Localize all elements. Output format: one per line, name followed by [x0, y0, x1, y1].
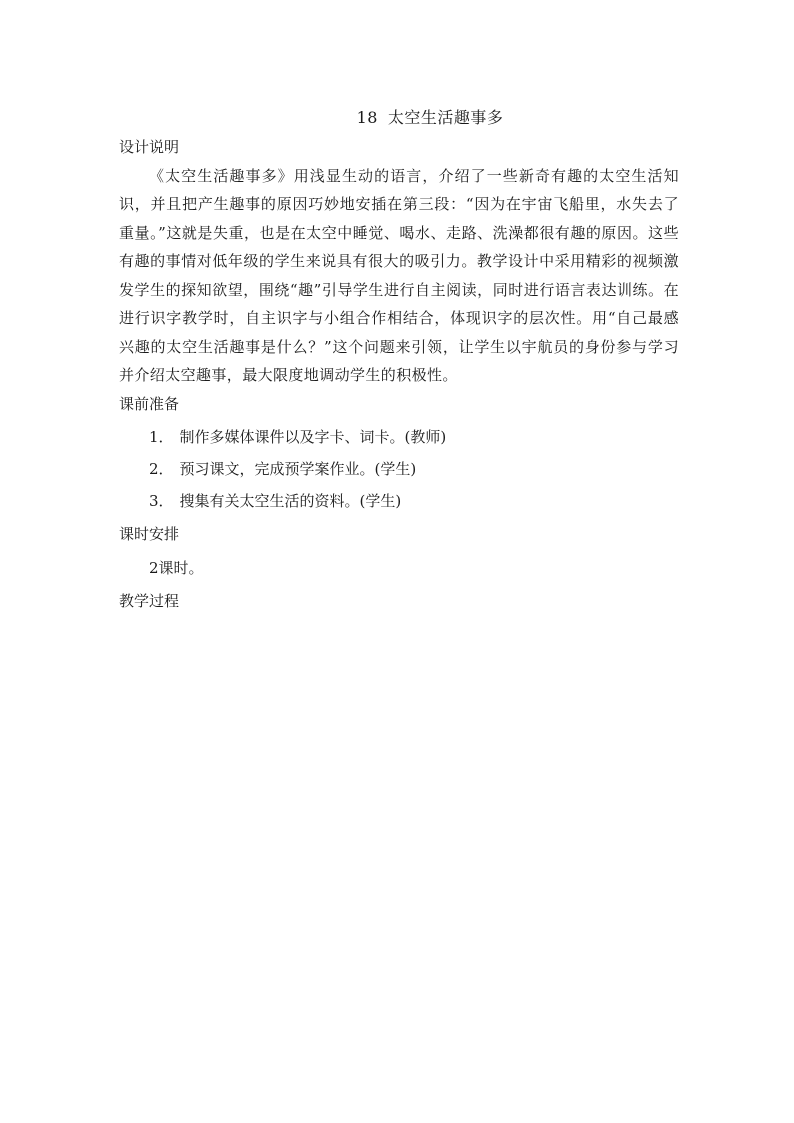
heading-teaching-process: 教学过程	[119, 591, 180, 610]
list-item-index: 1．	[149, 428, 174, 446]
list-item-text: 制作多媒体课件以及字卡、词卡。(教师)	[179, 428, 447, 446]
list-item	[119, 421, 679, 453]
heading-preparation: 课前准备	[119, 394, 180, 413]
title-number: 18	[356, 108, 378, 127]
list-item-index: 2．	[149, 460, 174, 478]
document-content	[119, 104, 679, 615]
preparation-list	[119, 421, 679, 517]
list-item-index: 3．	[149, 492, 174, 510]
heading-schedule: 课时安排	[119, 525, 180, 543]
list-item-text: 搜集有关太空生活的资料。(学生)	[179, 492, 402, 510]
list-item	[119, 453, 679, 485]
page-title	[119, 104, 679, 132]
title-text: 太空生活趣事多	[387, 108, 504, 127]
design-notes-paragraph: 《太空生活趣事多》用浅显生动的语言，介绍了一些新奇有趣的太空生活知识，并且把产生趣事的原因巧妙地安插在第三段：“因为在宇宙飞船里，水失去了重量。”这就是失重，也是在太空中睡觉、喝水、走路、洗澡都很有趣的原因。这些有趣的事情对低年级的学生来说具有很大的吸引力。教学设计中采用精彩的视频激发学生的探知欲望，围绕“趣”引导学生进行自主阅读，同时进行语言表达训练。在进行识字教学时，自主识字与小组合作相结合，体现识字的层次性。用“自己最感兴趣的太空生活趣事是什么？”这个问题来引领，让学生以宇航员的身份参与学习并介绍太空趣事，最大限度地调动学生的积极性。	[119, 166, 679, 384]
heading-design-notes: 设计说明	[119, 138, 180, 156]
list-item-text: 预习课文，完成预学案作业。(学生)	[179, 460, 417, 478]
list-item	[119, 485, 679, 517]
schedule-text: 2课时。	[149, 558, 204, 577]
